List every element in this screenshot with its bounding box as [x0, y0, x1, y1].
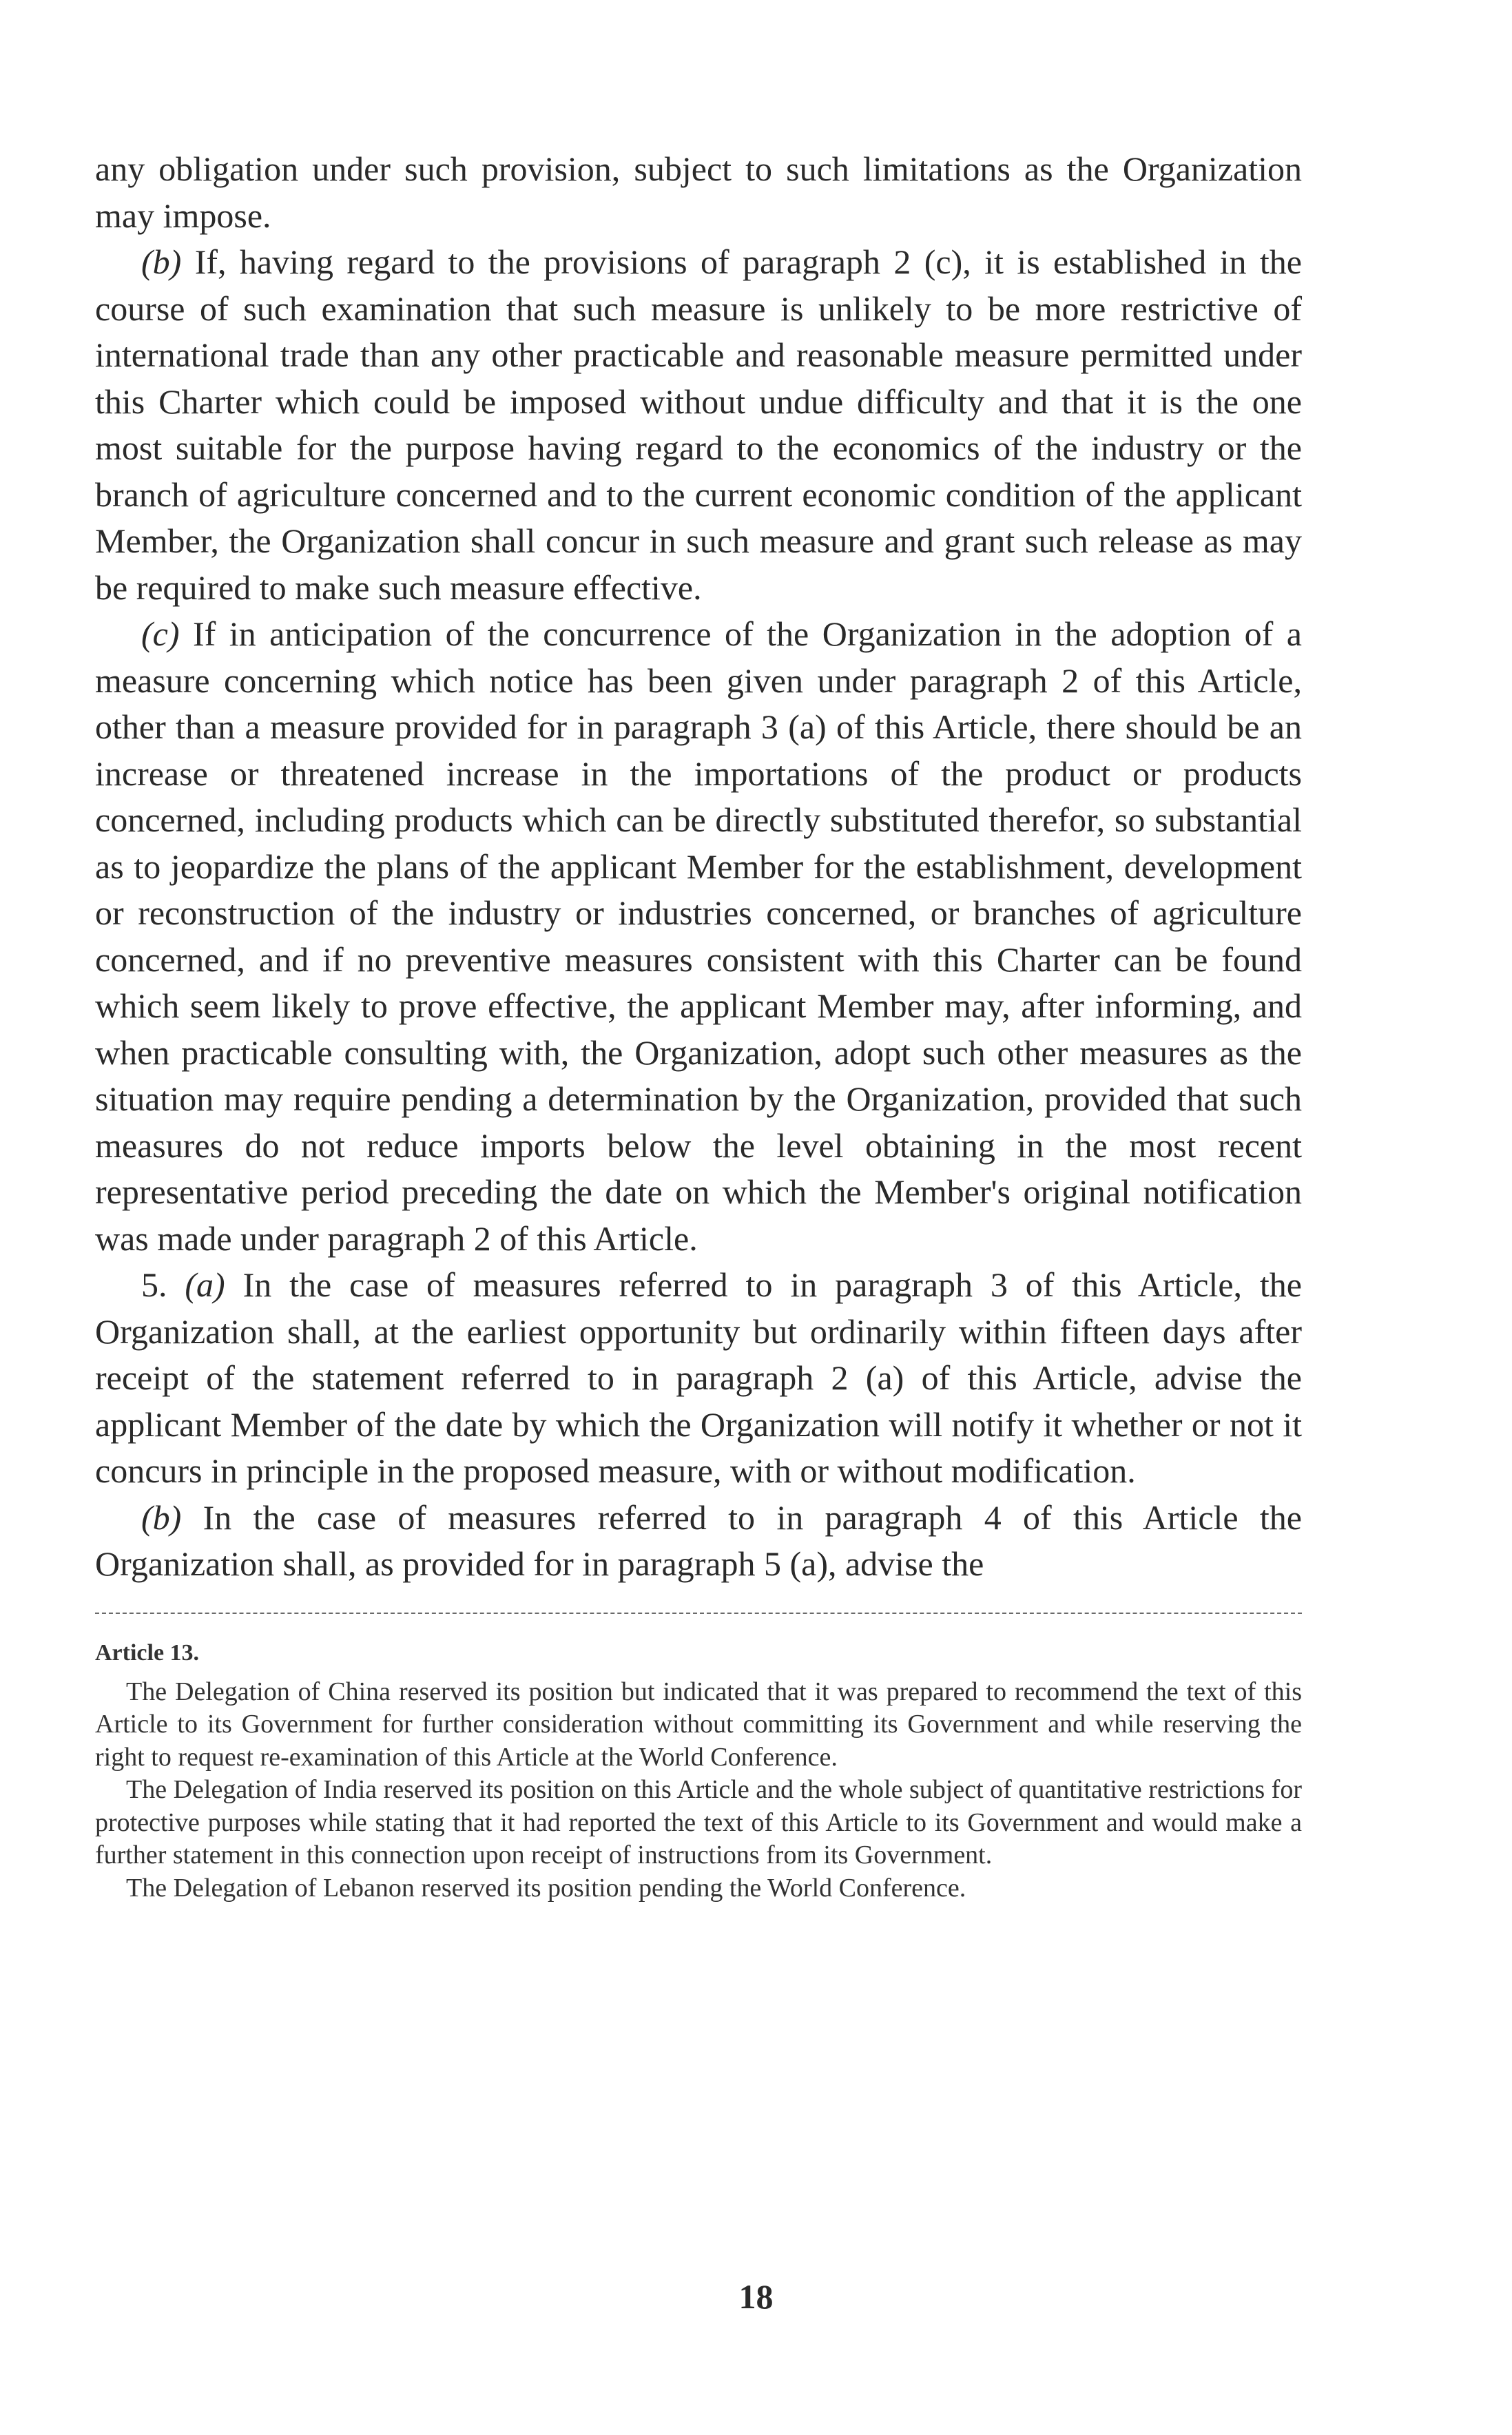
paragraph-label: (b) — [141, 242, 182, 281]
paragraph-text: In the case of measures referred to in paragraph 4 of this Article the Organization shall, as provided for in paragraph 5 (a), advise the — [95, 1498, 1302, 1583]
footnote-item: The Delegation of India reserved its position on this Article and the whole subject of quantitative restrictions for protective purposes while stating that it had reported the text of this Article to its Government and would make a further statement in this connection upon receipt of instructions from its Government. — [95, 1775, 1302, 1869]
paragraph-label: (a) — [185, 1265, 225, 1304]
paragraph-c — [95, 611, 1302, 1262]
body-text — [95, 146, 1302, 1588]
paragraph-label: (c) — [141, 614, 180, 653]
paragraph-text: If, having regard to the provisions of paragraph 2 (c), it is established in the course of such examination that such measure is unlikely to be more restrictive of international trade than any other practicable and reasonable measure permitted under this Charter which could be imposed without undue difficulty and that it is the one most suitable for the purpose having regard to the economics of the industry or the branch of agriculture concerned and to the current economic condition of the applicant Member, the Organization shall concur in such measure and grant such release as may be required to make such measure effective. — [95, 242, 1302, 607]
footnote-item: The Delegation of China reserved its position but indicated that it was prepared to recommend the text of this Article to its Government for further consideration without committing its Government and while reserving the right to request re-examination of this Article at the World Conference. — [95, 1677, 1302, 1772]
paragraph-text: any obligation under such provision, subject to such limitations as the Organization may impose. — [95, 149, 1302, 235]
paragraph-b — [95, 239, 1302, 611]
paragraph-number: 5. — [141, 1265, 167, 1304]
paragraph-label: (b) — [141, 1498, 182, 1537]
footnote-heading: Article 13. — [95, 1639, 200, 1666]
paragraph-text: In the case of measures referred to in paragraph 3 of this Article, the Organization shall, at the earliest opportunity but ordinarily within fifteen days after receipt of the statement referred to in paragraph 2 (a) of this Article, advise the applicant Member of the date by which the Organization will notify it whether or not it concurs in principle in the proposed measure, with or without modification. — [95, 1265, 1302, 1490]
page-number: 18 — [738, 2277, 774, 2316]
footnotes — [95, 1676, 1302, 1905]
paragraph-5a — [95, 1262, 1302, 1495]
footnote-item: The Delegation of Lebanon reserved its position pending the World Conference. — [126, 1873, 966, 1903]
footnote-divider — [95, 1613, 1302, 1614]
paragraph-5b — [95, 1495, 1302, 1588]
document-page — [95, 146, 1302, 1905]
paragraph-continuation — [95, 146, 1302, 239]
paragraph-text: If in anticipation of the concurrence of the Organization in the adoption of a measure concerning which notice has been given under paragraph 2 of this Article, other than a measure provided for in paragraph 3 (a) of this Article, there should be an increase or threatened increase in the importations of the product or products concerned, including products which can be directly substituted therefor, so substantial as to jeopardize the plans of the applicant Member for the establishment, development or reconstruction of the industry or industries concerned, or branches of agriculture concerned, and if no preventive measures consistent with this Charter can be found which seem likely to prove effective, the applicant Member may, after informing, and when practicable consulting with, the Organization, adopt such other measures as the situation may require pending a determination by the Organization, provided that such measures do not reduce imports below the level obtaining in the most recent representative period preceding the date on which the Member's original notification was made under paragraph 2 of this Article. — [95, 614, 1302, 1258]
